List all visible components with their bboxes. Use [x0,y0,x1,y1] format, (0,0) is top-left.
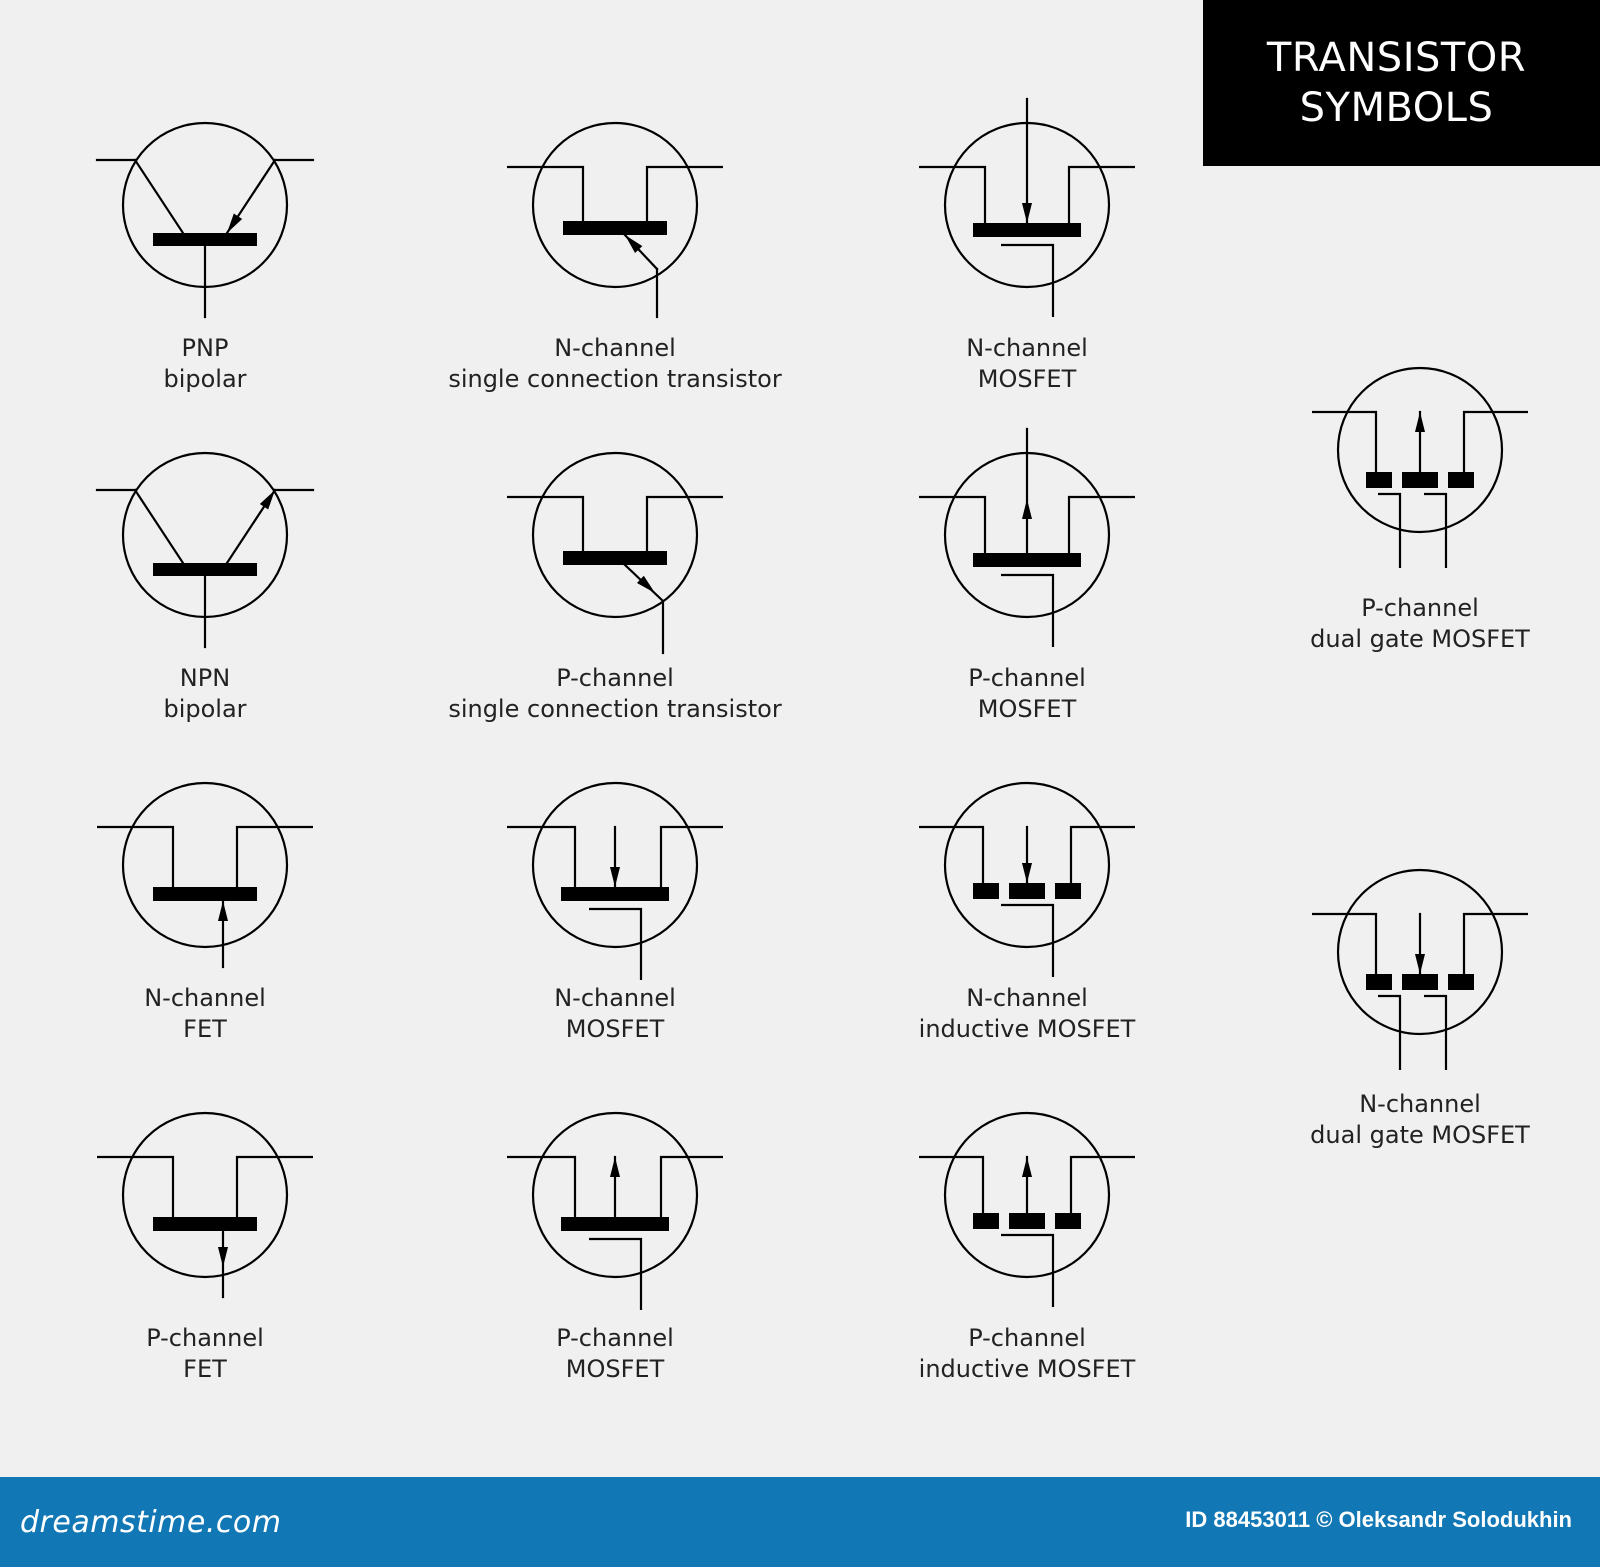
channel-bar [153,1217,257,1231]
symbol-p-ujt [507,453,723,653]
lead-line [507,1157,575,1217]
symbol-label-line1: P-channel [556,1324,674,1352]
title-line-1: TRANSISTOR [1266,35,1527,81]
channel-segment [1448,974,1474,990]
lead-line [97,1157,173,1217]
arrow-head [227,214,242,233]
title-line-2: SYMBOLS [1299,85,1494,131]
arrow-head [218,1247,228,1267]
footer-brand: dreamstime.com [20,1505,282,1540]
symbol-n-ujt [507,123,723,317]
lead-line [507,497,583,551]
lead-line [647,167,723,221]
symbol-label-line2: MOSFET [565,1015,665,1043]
symbol-label-line1: N-channel [966,334,1088,362]
symbol-label [1230,593,1600,655]
lead-line [97,827,173,887]
symbol-label-line1: N-channel [966,984,1088,1012]
symbol-label-line2: inductive MOSFET [918,1355,1136,1383]
symbol-label [425,1323,805,1385]
lead-line [919,167,985,229]
symbol-label [425,663,805,725]
symbol-label [837,333,1217,395]
symbol-p-inductive-mosfet [919,1113,1135,1307]
symbol-label-line2: bipolar [163,365,247,393]
symbol-label [425,983,805,1045]
lead-line [237,1157,313,1217]
symbol-label-line2: single connection transistor [448,365,782,393]
base-bar [153,563,257,576]
lead-line [237,827,313,887]
symbol-label-line1: P-channel [1361,594,1479,622]
symbol-label-line1: PNP [181,334,229,362]
lead-line [1069,497,1135,559]
symbol-label-line1: P-channel [968,1324,1086,1352]
footer-bar [0,1477,1600,1567]
symbol-label-line1: N-channel [1359,1090,1481,1118]
gate1-lead [1378,494,1400,568]
channel-segment [973,1213,999,1229]
symbol-n-dual-gate [1312,870,1528,1070]
lead-line [1069,167,1135,229]
channel-bar [973,223,1081,237]
arrow-head [1415,954,1425,974]
channel-segment [1402,472,1438,488]
symbol-p-fet [97,1113,313,1297]
gate1-lead [1378,996,1400,1070]
arrow-head [218,901,228,921]
symbol-n-mosfet-top [919,99,1135,317]
symbol-p-dual-gate [1312,368,1528,568]
arrow-head [1022,863,1032,883]
gate-lead [1001,245,1053,317]
symbol-label-line1: P-channel [968,664,1086,692]
channel-segment [1055,883,1081,899]
lead-line [135,160,183,233]
lead-line [919,497,985,559]
symbol-label-line1: N-channel [554,984,676,1012]
symbol-label [837,983,1217,1045]
arrow-head [1022,499,1032,519]
channel-bar [563,221,667,235]
symbol-label-line2: bipolar [163,695,247,723]
symbol-label [15,1323,395,1385]
symbol-npn-bipolar [97,453,313,647]
channel-segment [1366,472,1392,488]
symbol-label-line2: MOSFET [977,365,1077,393]
gate-lead [1001,575,1053,647]
channel-segment [973,883,999,899]
channel-segment [1009,883,1045,899]
symbol-label-line2: MOSFET [977,695,1077,723]
symbol-n-mosfet [507,783,723,980]
symbol-label-line1: P-channel [556,664,674,692]
arrow-head [610,1157,620,1177]
lead-line [507,827,575,887]
symbol-label-line2: MOSFET [565,1355,665,1383]
channel-bar [973,553,1081,567]
channel-bar [561,1217,669,1231]
symbol-n-fet [97,783,313,967]
channel-segment [1366,974,1392,990]
envelope-circle [123,783,287,947]
symbol-label-line2: dual gate MOSFET [1310,1121,1530,1149]
channel-segment [1055,1213,1081,1229]
arrow-head [260,490,275,509]
channel-segment [1448,472,1474,488]
arrow-head [1022,203,1032,223]
symbol-label-line2: FET [183,1015,227,1043]
arrow-head [610,867,620,887]
base-bar [153,233,257,246]
arrow-head [1022,1157,1032,1177]
symbol-label-line1: N-channel [554,334,676,362]
lead-line [135,490,183,563]
title-banner [1203,0,1600,166]
symbol-label-line2: dual gate MOSFET [1310,625,1530,653]
symbol-label [15,983,395,1045]
channel-bar [563,551,667,565]
symbol-label [15,663,395,725]
footer-credit: ID 88453011 © Oleksandr Solodukhin [1185,1507,1572,1532]
channel-segment [1402,974,1438,990]
symbol-label [425,333,805,395]
symbol-label-line2: FET [183,1355,227,1383]
symbol-label-line1: NPN [179,664,231,692]
symbol-pnp-bipolar [97,123,313,317]
symbol-label [15,333,395,395]
channel-bar [561,887,669,901]
envelope-circle [123,1113,287,1277]
lead-line [507,167,583,221]
gate-lead [1001,905,1053,977]
symbol-label-line1: N-channel [144,984,266,1012]
envelope-circle [533,123,697,287]
lead-line [647,497,723,551]
symbol-label [837,1323,1217,1385]
symbol-n-inductive-mosfet [919,783,1135,977]
symbol-label-line2: single connection transistor [448,695,782,723]
symbol-label [1230,1089,1600,1151]
symbol-label-line2: inductive MOSFET [918,1015,1136,1043]
gate-lead [1001,1235,1053,1307]
symbol-label [837,663,1217,725]
symbol-label-line1: P-channel [146,1324,264,1352]
channel-segment [1009,1213,1045,1229]
envelope-circle [533,453,697,617]
channel-bar [153,887,257,901]
symbol-p-mosfet [507,1113,723,1310]
arrow-head [1415,412,1425,432]
symbol-p-mosfet-top [919,429,1135,647]
